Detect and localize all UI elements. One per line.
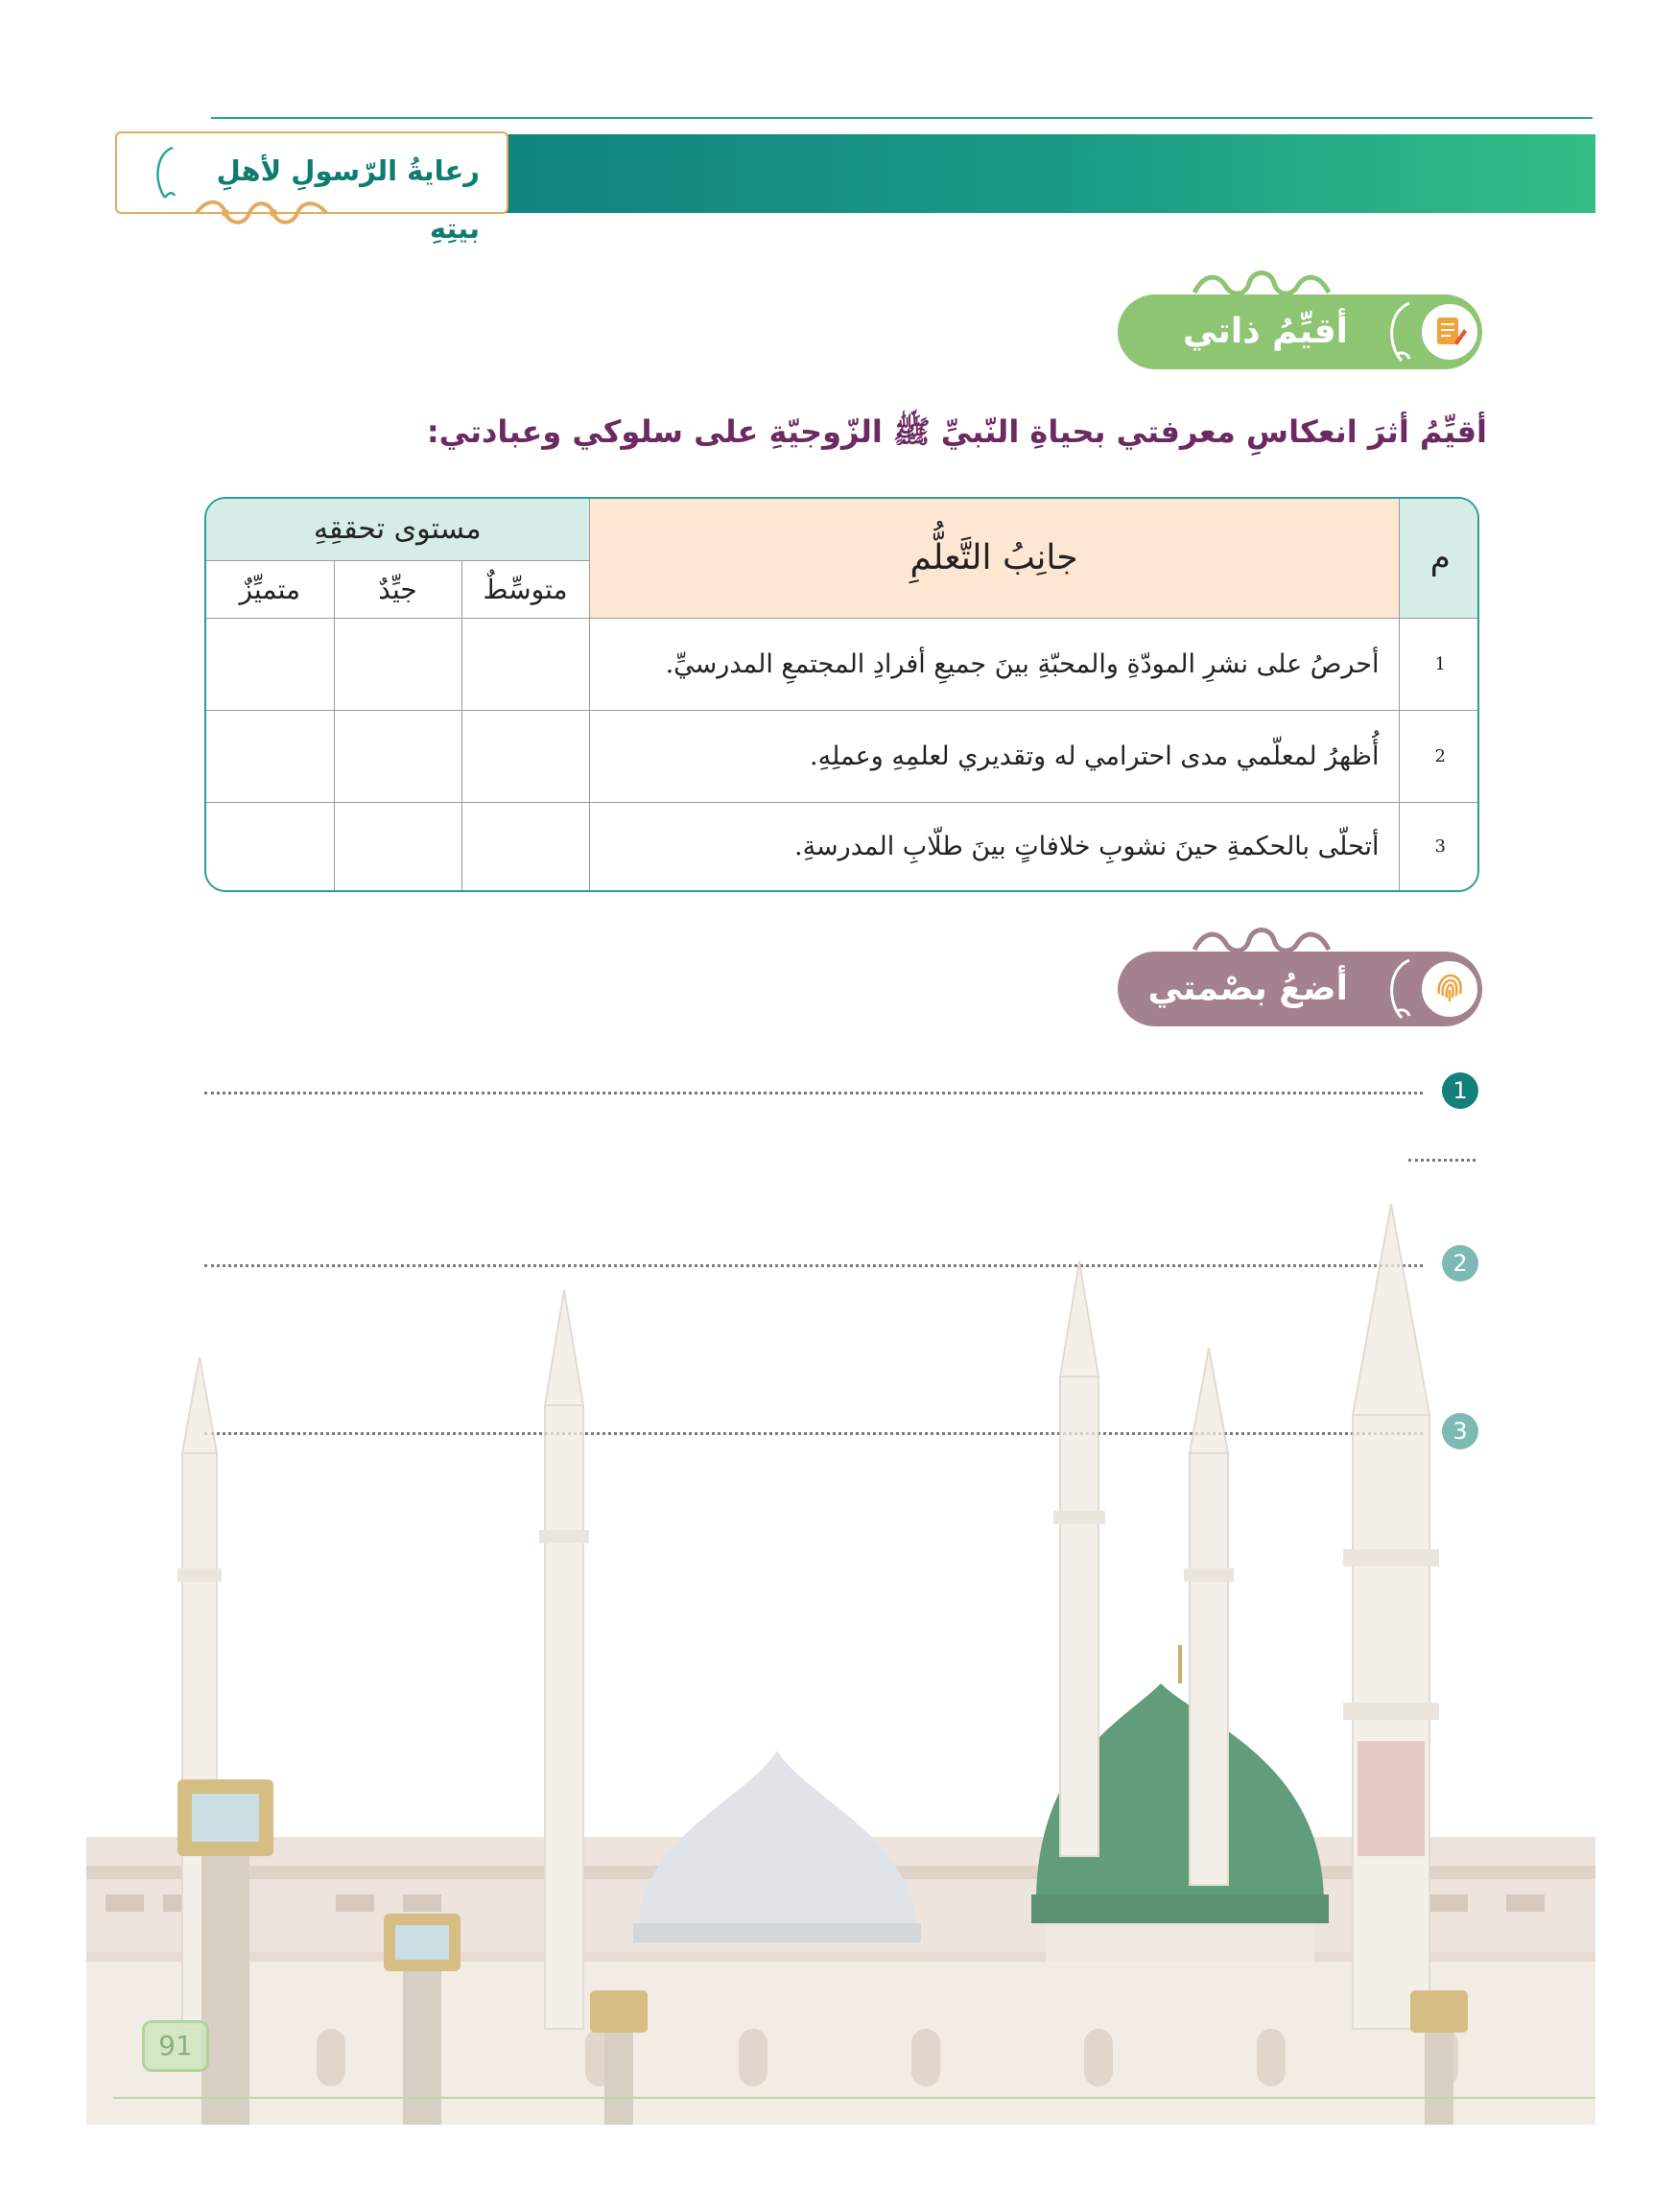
checklist-pencil-icon — [1418, 300, 1481, 364]
rating-cell-average[interactable] — [461, 618, 589, 710]
row-number: 1 — [1399, 618, 1479, 710]
row-aspect-text: أحرصُ على نشرِ المودّةِ والمحبّةِ بينَ جميعِ أفرادِ المجتمعِ المدرسيِّ. — [589, 618, 1399, 710]
footer-line — [113, 2097, 1595, 2099]
rating-cell-good[interactable] — [334, 802, 461, 890]
table-header-num: م — [1399, 499, 1479, 618]
table-header-excellent: متميِّزٌ — [206, 560, 334, 618]
rating-cell-good[interactable] — [334, 618, 461, 710]
item-number-2: 2 — [1442, 1245, 1478, 1282]
row-aspect-text: أتحلّى بالحكمةِ حينَ نشوبِ خلافاتٍ بينَ طلّابِ المدرسةِ. — [589, 802, 1399, 890]
header-top-line — [211, 117, 1593, 123]
rating-cell-excellent[interactable] — [206, 710, 334, 802]
item-number-3: 3 — [1442, 1413, 1478, 1449]
page-number: 91 — [142, 2020, 209, 2072]
header-band — [499, 134, 1595, 213]
answer-line-1[interactable] — [204, 1092, 1423, 1094]
assess-instruction: أقيِّمُ أثرَ انعكاسِ معرفتي بحياةِ النّبيِّ ﷺ الزّوجيّةِ على سلوكي وعبادتي: — [426, 413, 1487, 450]
row-aspect-text: أُظهرُ لمعلّمي مدى احترامي له وتقديري لعلمِهِ وعملِهِ. — [589, 710, 1399, 802]
table-header-level: مستوى تحققِهِ — [206, 499, 589, 560]
table-row — [206, 618, 1479, 710]
table-header-good: جيِّدٌ — [334, 560, 461, 618]
table-row — [206, 802, 1479, 890]
rating-cell-good[interactable] — [334, 710, 461, 802]
swirl-ornament-icon — [1377, 954, 1415, 1024]
rating-cell-average[interactable] — [461, 710, 589, 802]
rating-cell-excellent[interactable] — [206, 618, 334, 710]
imprint-section-title: أضعُ بصْمتي — [1147, 969, 1348, 1008]
item-number-1: 1 — [1442, 1072, 1478, 1109]
prophets-mosque-illustration — [86, 1165, 1595, 2125]
chapter-title: رعايةُ الرّسولِ لأهلِ بيتِهِ — [216, 154, 480, 245]
answer-line-1-continued[interactable] — [1408, 1159, 1476, 1162]
row-number: 2 — [1399, 710, 1479, 802]
assess-section-title: أقيِّمُ ذاتي — [1182, 312, 1348, 351]
table-row — [206, 710, 1479, 802]
table-header-average: متوسِّطٌ — [461, 560, 589, 618]
scroll-ornament-icon — [192, 199, 336, 227]
scroll-ornament-icon — [1190, 264, 1334, 298]
fingerprint-icon — [1418, 957, 1481, 1021]
rating-cell-excellent[interactable] — [206, 802, 334, 890]
table-header-aspect: جانِبُ التَّعلُّمِ — [589, 499, 1399, 618]
scroll-ornament-icon — [1190, 921, 1334, 955]
rating-cell-average[interactable] — [461, 802, 589, 890]
swirl-ornament-icon — [1377, 297, 1415, 366]
row-number: 3 — [1399, 802, 1479, 890]
self-assessment-table — [204, 497, 1479, 892]
swirl-ornament-icon — [144, 144, 182, 201]
